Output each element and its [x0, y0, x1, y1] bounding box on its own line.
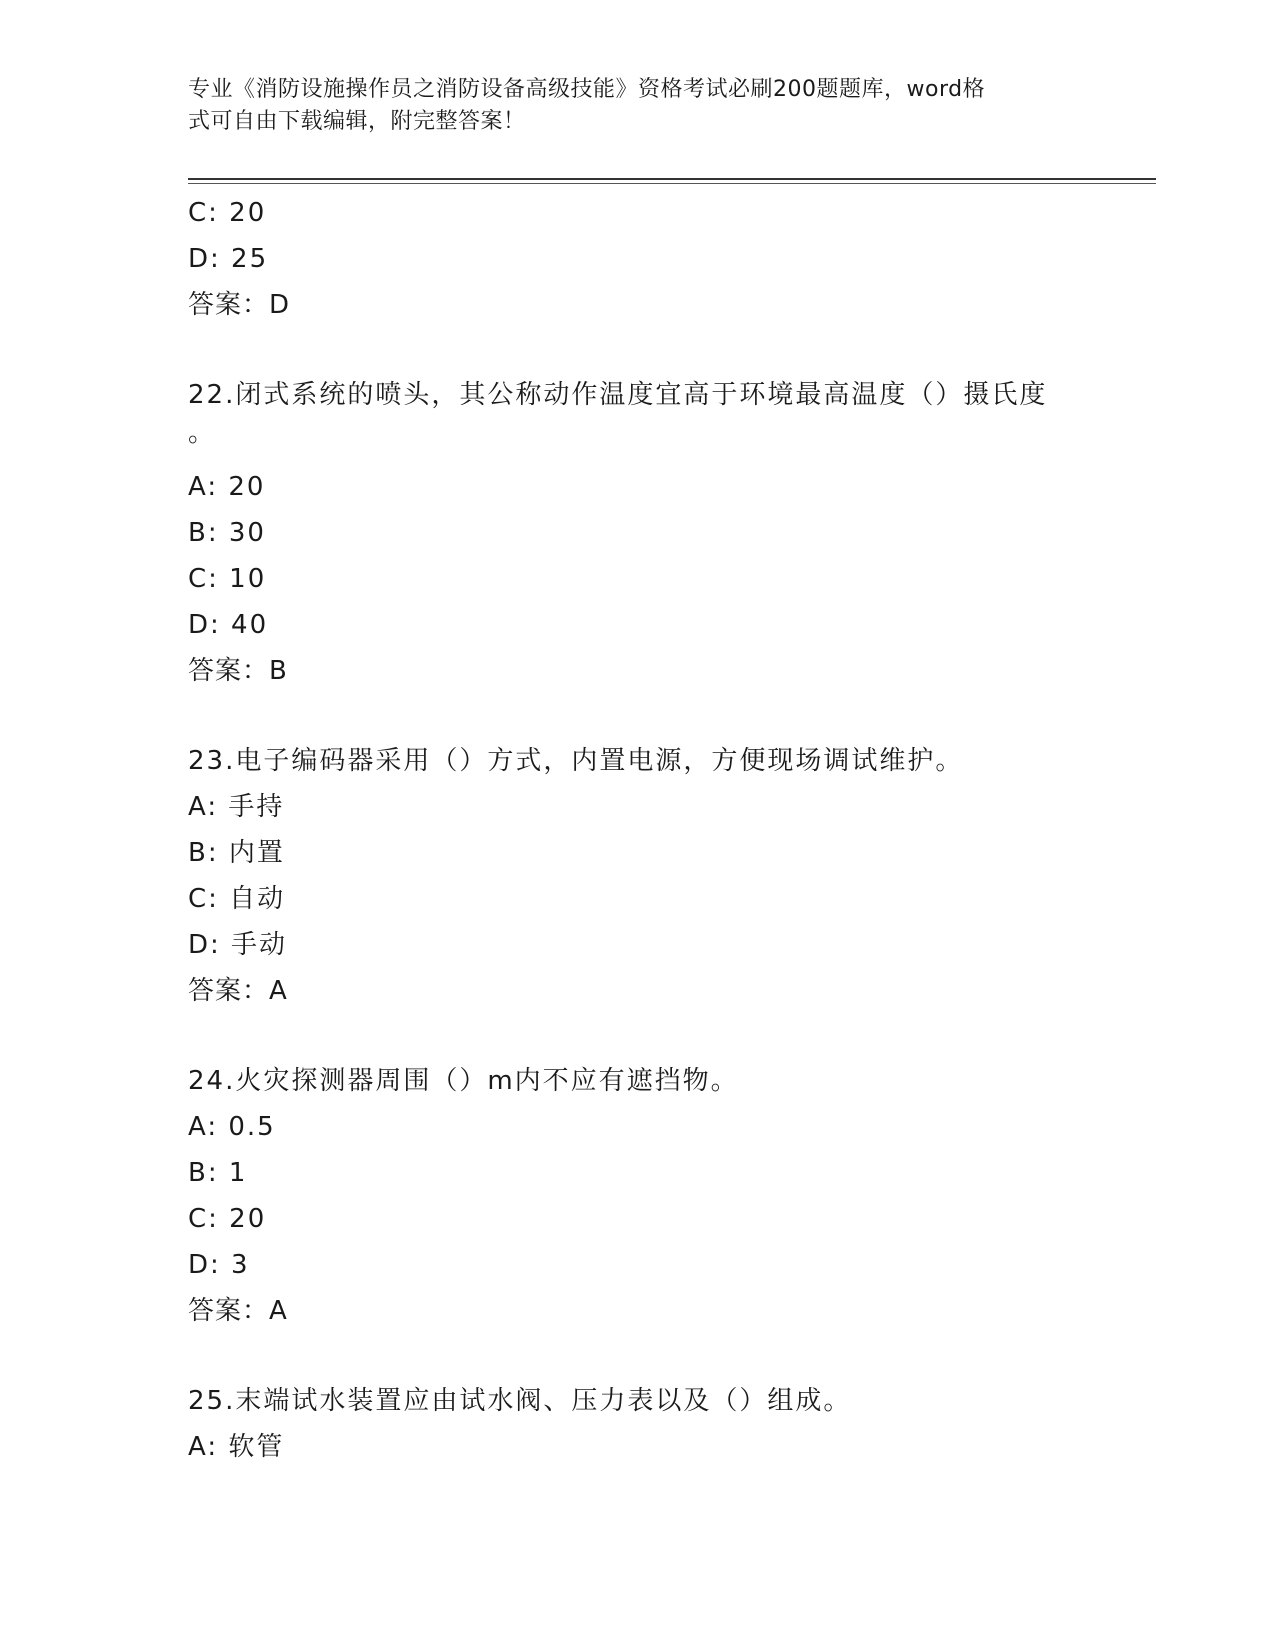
answer: 答案：D	[188, 290, 291, 320]
option-b: B: 内置	[188, 838, 285, 868]
option-c: C: 20	[188, 1204, 267, 1234]
option-d: D: 手动	[188, 930, 288, 960]
option-d: D: 40	[188, 610, 269, 640]
question-22	[188, 372, 1088, 694]
document-header	[188, 74, 1078, 138]
question-21-tail	[188, 190, 1088, 328]
option-c: C: 10	[188, 564, 267, 594]
question-text: 23.电子编码器采用（）方式，内置电源，方便现场调试维护。	[188, 746, 964, 776]
question-text: 22.闭式系统的喷头，其公称动作温度宜高于环境最高温度（）摄氏度	[188, 380, 1048, 410]
option-a: A: 手持	[188, 792, 285, 822]
answer: 答案：A	[188, 976, 288, 1006]
option-b: B: 30	[188, 518, 266, 548]
option-d: D: 3	[188, 1250, 250, 1280]
question-25	[188, 1378, 1088, 1470]
question-text: 24.火灾探测器周围（）m内不应有遮挡物。	[188, 1066, 739, 1096]
header-divider-thin	[188, 183, 1156, 184]
option-c: C: 自动	[188, 884, 286, 914]
question-text: 25.末端试水装置应由试水阀、压力表以及（）组成。	[188, 1386, 852, 1416]
header-divider	[188, 178, 1156, 180]
question-24	[188, 1058, 1088, 1334]
option-a: A: 20	[188, 472, 266, 502]
question-text-continued: 。	[188, 418, 217, 448]
option-a: A: 0.5	[188, 1112, 276, 1142]
header-line-1: 专业《消防设施操作员之消防设备高级技能》资格考试必刷200题题库，word格	[188, 77, 986, 102]
answer: 答案：A	[188, 1296, 288, 1326]
option-c: C: 20	[188, 198, 267, 228]
option-b: B: 1	[188, 1158, 248, 1188]
answer: 答案：B	[188, 656, 288, 686]
question-list	[188, 190, 1088, 1470]
header-line-2: 式可自由下载编辑，附完整答案！	[188, 109, 526, 134]
option-a: A: 软管	[188, 1432, 285, 1462]
option-d: D: 25	[188, 244, 269, 274]
question-23	[188, 738, 1088, 1014]
